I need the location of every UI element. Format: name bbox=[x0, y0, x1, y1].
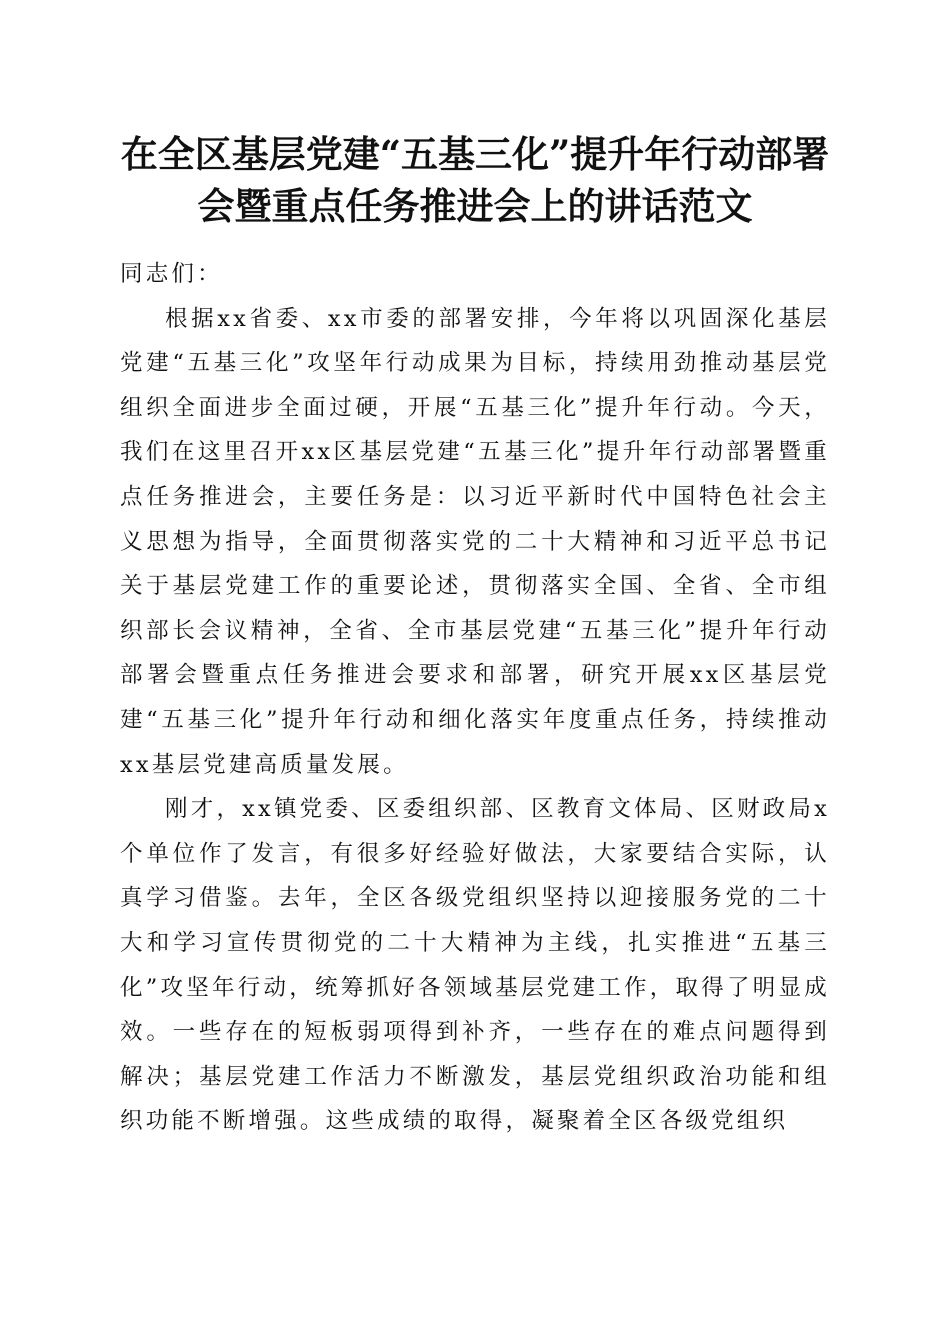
document-body bbox=[120, 252, 830, 1144]
paragraph-2: 刚才，xx镇党委、区委组织部、区教育文体局、区财政局x个单位作了发言，有很多好经验好做法，大家要结合实际，认真学习借鉴。去年，全区各级党组织坚持以迎接服务党的二十大和学习宣传贯彻党的二十大精神为主线，扎实推进“五基三化”攻坚年行动，统筹抓好各领域基层党建工作，取得了明显成效。一些存在的短板弱项得到补齐，一些存在的难点问题得到解决；基层党建工作活力不断激发，基层党组织政治功能和组织功能不断增强。这些成绩的取得，凝聚着全区各级党组织 bbox=[120, 796, 830, 1135]
title-line-1: 在全区基层党建“五基三化”提升年行动部署 bbox=[120, 132, 830, 176]
title-line-2: 会暨重点任务推进会上的讲话范文 bbox=[197, 184, 753, 228]
salutation: 同志们： bbox=[120, 261, 223, 287]
paragraph-1: 根据xx省委、xx市委的部署安排，今年将以巩固深化基层党建“五基三化”攻坚年行动成果为目标，持续用劲推动基层党组织全面进步全面过硬，开展“五基三化”提升年行动。今天，我们在这里召开xx区基层党建“五基三化”提升年行动部署暨重点任务推进会，主要任务是：以习近平新时代中国特色社会主义思想为指导，全面贯彻落实党的二十大精神和习近平总书记关于基层党建工作的重要论述，贯彻落实全国、全省、全市组织部长会议精神，全省、全市基层党建“五基三化”提升年行动部署会暨重点任务推进会要求和部署，研究开展xx区基层党建“五基三化”提升年行动和细化落实年度重点任务，持续推动xx基层党建高质量发展。 bbox=[120, 305, 830, 778]
document-title bbox=[100, 128, 850, 232]
